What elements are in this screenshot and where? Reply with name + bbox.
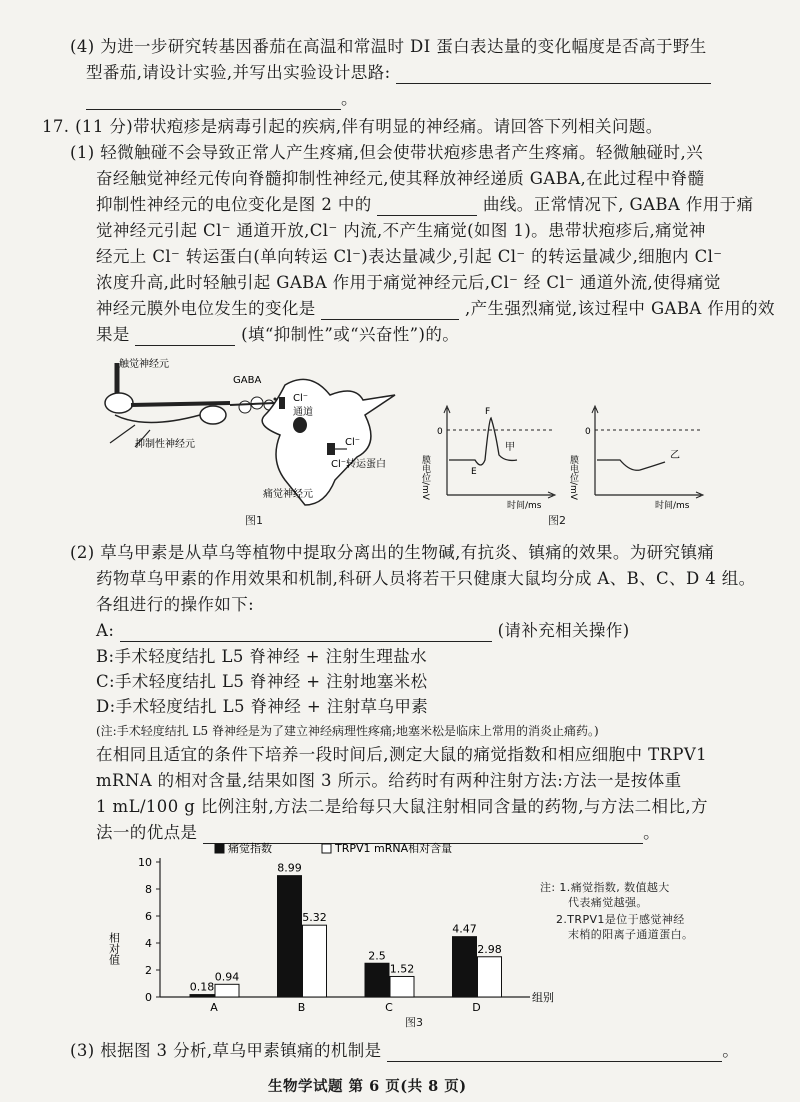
y-tick-label: 8 bbox=[145, 883, 152, 896]
inhibitory-neuron-label: 抑制性神经元 bbox=[135, 439, 195, 450]
fig3-note-1: 注: 1.痛觉指数, 数值越大 bbox=[540, 881, 670, 894]
graph-a-xlabel: 时间/ms bbox=[507, 501, 542, 511]
y-tick-label: 2 bbox=[145, 964, 152, 977]
category-label-A: A bbox=[210, 1001, 218, 1014]
figure-3-caption: 图3 bbox=[405, 1016, 423, 1029]
touch-neuron-label: 触觉神经元 bbox=[119, 359, 169, 370]
q17-1-line2: 奋经触觉神经元传向脊髓抑制性神经元,使其释放神经递质 GABA,在此过程中脊髓 bbox=[96, 169, 705, 188]
figure-1-caption: 图1 bbox=[245, 514, 263, 527]
y-tick-label: 6 bbox=[145, 910, 152, 923]
fig3-note-4: 末梢的阳离子通道蛋白。 bbox=[568, 928, 694, 941]
q17-1-line3: 抑制性神经元的电位变化是图 2 中的 曲线。正常情况下, GABA 作用于痛 bbox=[96, 195, 754, 214]
category-label-B: B bbox=[297, 1001, 306, 1014]
curve-b-label: 乙 bbox=[670, 450, 680, 461]
bar-A-0 bbox=[190, 995, 214, 997]
q17-2-line7: 法一的优点是 。 bbox=[96, 823, 660, 842]
point-F: F bbox=[485, 407, 491, 417]
q17-2-line2: 药物草乌甲素的作用效果和机制,科研人员将若干只健康大鼠均分成 A、B、C、D 4 组。 bbox=[96, 569, 756, 588]
q17-1-line7: 神经元膜外电位发生的变化是 ,产生强烈痛觉,该过程中 GABA 作用的效 bbox=[96, 299, 775, 318]
answer-blank[interactable] bbox=[135, 327, 235, 346]
graph-b-ylabel: 膜电位/mV bbox=[568, 455, 578, 500]
category-label-D: D bbox=[472, 1001, 481, 1014]
figure-2-membrane-potential bbox=[420, 400, 715, 511]
bar-B-1 bbox=[303, 925, 327, 997]
q17-1-line5: 经元上 Cl⁻ 转运蛋白(单向转运 Cl⁻)表达量减少,引起 Cl⁻ 的转运量减少,细胞内 Cl⁻ bbox=[96, 247, 723, 266]
q17-header: 17. (11 分)带状疱疹是病毒引起的疾病,伴有明显的神经痛。请回答下列相关问题。 bbox=[42, 117, 663, 136]
figure-1-neuron-diagram bbox=[95, 355, 425, 530]
y-tick-label: 10 bbox=[138, 856, 152, 869]
data-label-C-1: 1.52 bbox=[389, 962, 415, 976]
y-tick-label: 4 bbox=[145, 937, 152, 950]
fig3-note-2: 代表痛觉越强。 bbox=[568, 896, 648, 909]
q16-4-line2-text: 型番茄,请设计实验,并写出实验设计思路: bbox=[86, 63, 391, 82]
q17-1-line6: 浓度升高,此时轻触引起 GABA 作用于痛觉神经元后,Cl⁻ 经 Cl⁻ 通道外流,使得痛觉 bbox=[96, 273, 721, 292]
point-E: E bbox=[471, 467, 477, 477]
note-line: (注:手术轻度结扎 L5 脊神经是为了建立神经病理性疼痛;地塞米松是临床上常用的消炎止痛药。) bbox=[96, 724, 599, 738]
group-d-line: D:手术轻度结扎 L5 脊神经 + 注射草乌甲素 bbox=[96, 697, 429, 716]
cl-channel-label-1: Cl⁻ bbox=[293, 393, 309, 404]
answer-blank[interactable] bbox=[387, 1043, 722, 1062]
answer-blank[interactable] bbox=[377, 197, 477, 216]
x-axis-label: 组别 bbox=[532, 991, 554, 1004]
q16-4-line3: 。 bbox=[86, 88, 358, 110]
group-c-line: C:手术轻度结扎 L5 脊神经 + 注射地塞米松 bbox=[96, 672, 428, 691]
answer-blank[interactable] bbox=[321, 301, 459, 320]
data-label-A-1: 0.94 bbox=[214, 970, 240, 984]
data-label-D-1: 2.98 bbox=[477, 942, 502, 956]
bar-D-1 bbox=[478, 957, 502, 997]
legend-label-0: 痛觉指数 bbox=[228, 842, 272, 855]
pain-neuron-label: 痛觉神经元 bbox=[263, 489, 313, 500]
curve-a-label: 甲 bbox=[505, 442, 515, 453]
q17-2-line3: 各组进行的操作如下: bbox=[96, 595, 255, 614]
q17-2-line5: mRNA 的相对含量,结果如图 3 所示。给药时有两种注射方法:方法一是按体重 bbox=[96, 771, 682, 790]
cl-transporter-label: Cl⁻转运蛋白 bbox=[331, 459, 387, 470]
page-footer: 生物学试题 第 6 页(共 8 页) bbox=[268, 1078, 467, 1095]
q17-2-line1: (2) 草乌甲素是从草乌等植物中提取分离出的生物碱,有抗炎、镇痛的效果。为研究镇痛 bbox=[70, 543, 715, 562]
fig3-note-3: 2.TRPV1是位于感觉神经 bbox=[556, 913, 685, 926]
q17-2-line4: 在相同且适宜的条件下培养一段时间后,测定大鼠的痛觉指数和相应细胞中 TRPV1 bbox=[96, 745, 708, 764]
q17-1-line4: 觉神经元引起 Cl⁻ 通道开放,Cl⁻ 内流,不产生痛觉(如图 1)。患带状疱疹后,痛觉神 bbox=[96, 221, 706, 240]
category-label-C: C bbox=[385, 1001, 393, 1014]
q16-4-line1: (4) 为进一步研究转基因番茄在高温和常温时 DI 蛋白表达量的变化幅度是否高于野生 bbox=[70, 37, 707, 56]
group-a-line: A: (请补充相关操作) bbox=[96, 621, 630, 640]
q17-2-line6: 1 mL/100 g 比例注射,方法二是给每只大鼠注射相同含量的药物,与方法二相比,方 bbox=[96, 797, 708, 816]
data-label-B-0: 8.99 bbox=[277, 861, 302, 875]
q17-1-line8: 果是 (填“抑制性”或“兴奋性”)的。 bbox=[96, 325, 460, 344]
group-b-line: B:手术轻度结扎 L5 脊神经 + 注射生理盐水 bbox=[96, 647, 428, 666]
graph-a-ylabel: 膜电位/mV bbox=[420, 455, 430, 500]
data-label-A-0: 0.18 bbox=[189, 980, 215, 994]
graph-b-xlabel: 时间/ms bbox=[655, 501, 690, 511]
bar-C-0 bbox=[365, 963, 389, 997]
q17-3-line: (3) 根据图 3 分析,草乌甲素镇痛的机制是 。 bbox=[70, 1041, 740, 1060]
graph-b-zero: 0 bbox=[585, 427, 591, 437]
data-label-B-1: 5.32 bbox=[302, 911, 327, 925]
answer-blank[interactable] bbox=[120, 623, 492, 642]
y-tick-label: 0 bbox=[145, 991, 152, 1004]
legend-swatch-1 bbox=[322, 844, 331, 853]
data-label-C-0: 2.5 bbox=[368, 949, 386, 963]
q17-1-line1: (1) 轻微触碰不会导致正常人产生疼痛,但会使带状疱疹患者产生疼痛。轻微触碰时,兴 bbox=[70, 143, 704, 162]
figure-2-caption: 图2 bbox=[548, 514, 566, 527]
answer-blank[interactable] bbox=[86, 91, 341, 110]
figure-3-bar-chart bbox=[100, 842, 570, 1022]
legend-label-1: TRPV1 mRNA相对含量 bbox=[335, 842, 453, 855]
graph-a-zero: 0 bbox=[437, 427, 443, 437]
bar-C-1 bbox=[390, 976, 414, 997]
y-axis-label: 相对值 bbox=[107, 932, 121, 965]
answer-blank[interactable] bbox=[396, 65, 711, 84]
legend-swatch-0 bbox=[215, 844, 224, 853]
cl-ion-label: Cl⁻ bbox=[345, 437, 361, 448]
cl-channel-label-2: 通道 bbox=[293, 407, 313, 418]
data-label-D-0: 4.47 bbox=[452, 922, 477, 936]
bar-A-1 bbox=[215, 984, 239, 997]
bar-D-0 bbox=[453, 937, 477, 997]
gaba-label: GABA bbox=[233, 375, 262, 386]
q16-4-line2 bbox=[86, 62, 711, 84]
bar-B-0 bbox=[278, 876, 302, 997]
